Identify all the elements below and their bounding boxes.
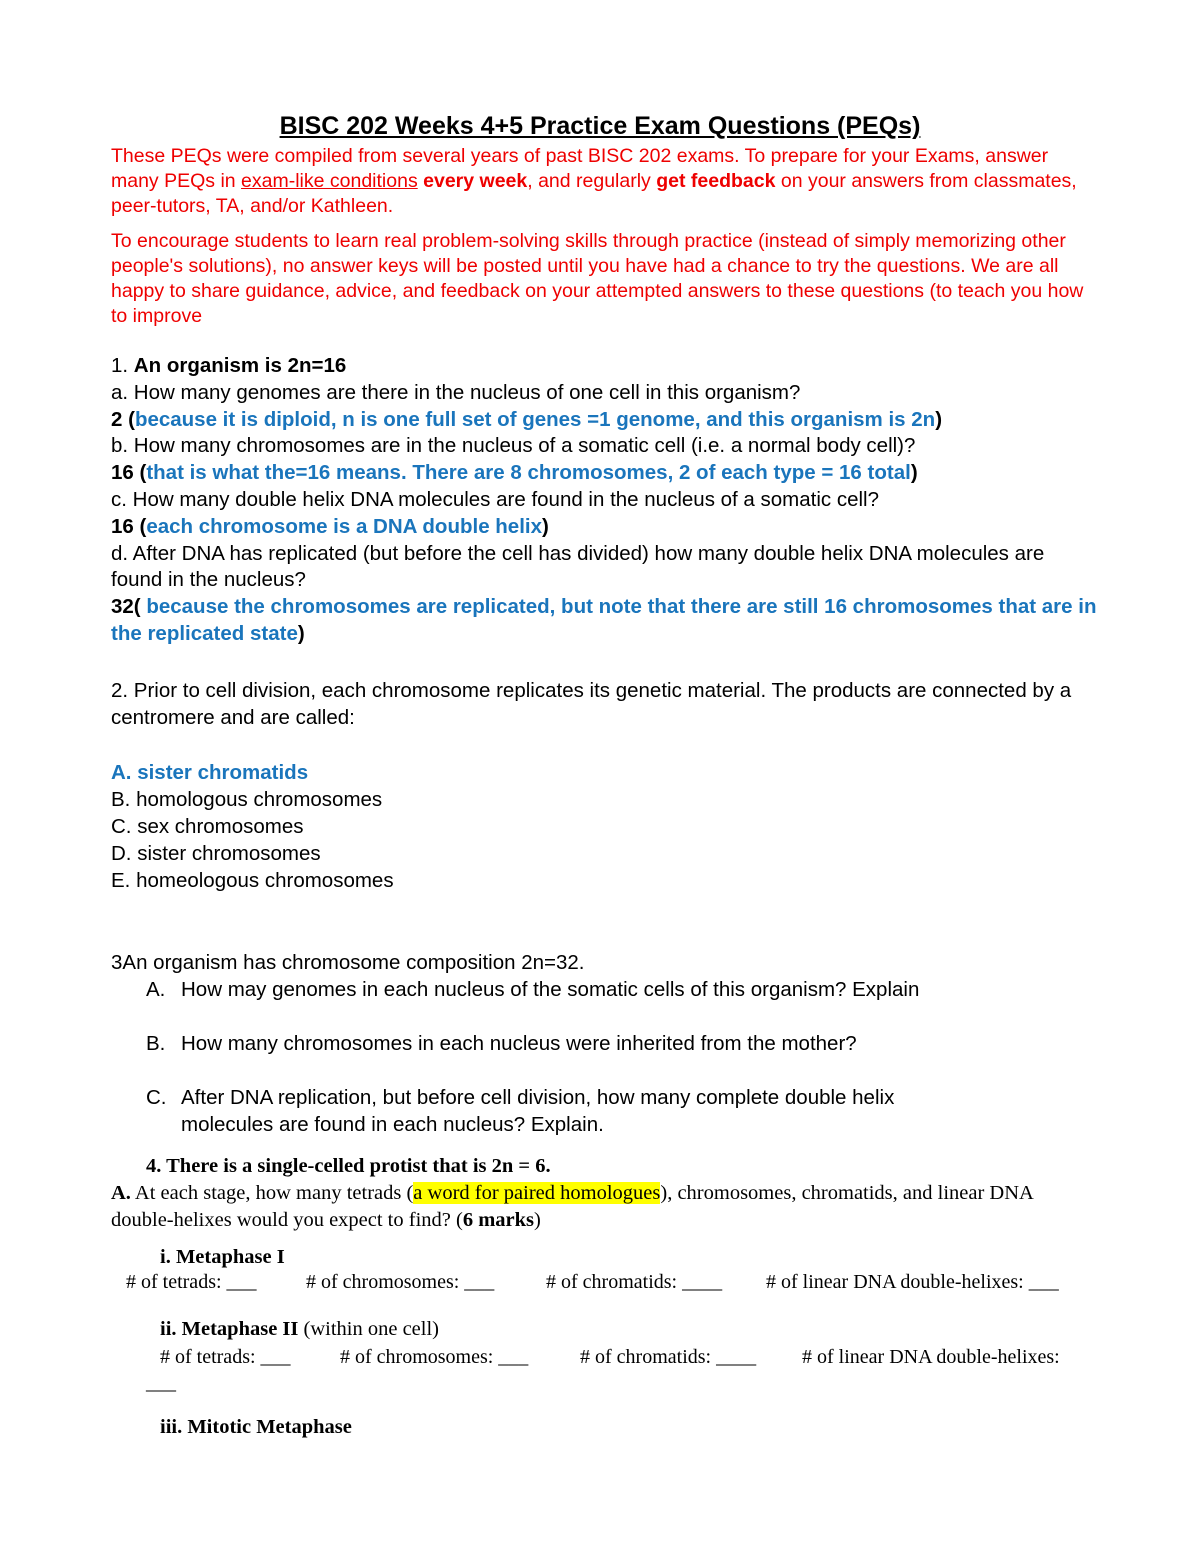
get-feedback-emphasis: get feedback: [656, 170, 776, 192]
question-1d: d. After DNA has replicated (but before the cell has divided) how many double helix DNA molecules are found in the nucleus?: [111, 541, 1045, 592]
question-3-stem: 3An organism has chromosome composition 2n=32.: [111, 951, 585, 974]
highlighted-definition: a word for paired homologues: [413, 1182, 661, 1204]
option-d: D. sister chromosomes: [111, 842, 321, 865]
question-1-stem: 1. An organism is 2n=16: [111, 354, 347, 377]
stage-1-chromatids: # of chromatids: ____: [546, 1271, 723, 1293]
stage-2-dna-helixes-blank: ___: [146, 1372, 176, 1394]
stage-2-tetrads: # of tetrads: ___: [160, 1346, 291, 1368]
stage-2-chromatids: # of chromatids: ____: [580, 1346, 757, 1368]
option-e: E. homeologous chromosomes: [111, 869, 394, 892]
answer-1a: 2 (because it is diploid, n is one full set of genes =1 genome, and this organism is 2n): [111, 407, 943, 431]
question-2-stem: 2. Prior to cell division, each chromosome replicates its genetic material. The products are connected by a centromere and are called:: [111, 679, 1072, 729]
question-2-options: [111, 759, 1101, 894]
question-1: [111, 353, 1101, 648]
exam-conditions-text: exam-like conditions: [241, 170, 418, 192]
question-1b: b. How many chromosomes are in the nucleus of a somatic cell (i.e. a normal body cell)?: [111, 434, 916, 458]
answer-1b: 16 (that is what the=16 means. There are 8 chromosomes, 2 of each type = 16 total): [111, 461, 918, 485]
question-4a: A. At each stage, how many tetrads (a word for paired homologues), chromosomes, chromatids, and linear DNA double-helixes would you expect to find? (6 marks): [111, 1182, 1033, 1231]
answer-1c: 16 (each chromosome is a DNA double helix): [111, 514, 549, 538]
every-week-emphasis: every week: [423, 170, 528, 192]
stage-2-chromosomes: # of chromosomes: ___: [340, 1346, 529, 1368]
stage-2-label: ii. Metaphase II (within one cell): [160, 1318, 439, 1340]
answer-1d: 32( because the chromosomes are replicated, but note that there are still 16 chromosomes that are in the replicated state): [111, 595, 1097, 645]
intro-text: These PEQs were compiled from several years of past BISC 202 exams. To prepare for your Exams, answer many PEQs in: [111, 145, 1049, 192]
question-3c-continued: molecules are found in each nucleus? Explain.: [181, 1113, 604, 1136]
question-1a: a. How many genomes are there in the nucleus of one cell in this organism?: [111, 380, 801, 404]
intro-paragraph-1: These PEQs were compiled from several years of past BISC 202 exams. To prepare for your Exams, answer many PEQs in exam-like conditions every week, and regularly get feedback on your answers from classmates, peer-tutors, TA, and/or Kathleen.: [111, 145, 1077, 217]
option-b: B. homologous chromosomes: [111, 788, 383, 811]
stage-1-chromosomes: # of chromosomes: ___: [306, 1271, 495, 1293]
question-1c: c. How many double helix DNA molecules are found in the nucleus of a somatic cell?: [111, 487, 880, 511]
page-title: BISC 202 Weeks 4+5 Practice Exam Questions (PEQs): [279, 112, 921, 140]
question-3a: A. How may genomes in each nucleus of the somatic cells of this organism? Explain: [146, 978, 920, 1001]
question-4-stem: 4. There is a single-celled protist that is 2n = 6.: [146, 1155, 551, 1177]
question-3b: B. How many chromosomes in each nucleus were inherited from the mother?: [146, 1032, 857, 1055]
option-a: A. sister chromatids: [111, 761, 309, 784]
stage-1-label: i. Metaphase I: [160, 1246, 285, 1268]
option-c: C. sex chromosomes: [111, 815, 304, 838]
question-3c: C. After DNA replication, but before cell division, how many complete double helix: [146, 1086, 895, 1109]
stage-2-dna-helixes: # of linear DNA double-helixes:: [802, 1346, 1060, 1368]
intro-paragraph-2: To encourage students to learn real problem-solving skills through practice (instead of simply memorizing other people's solutions), no answer keys will be posted until you have had a chance to try the questions. We are all happy to share guidance, advice, and feedback on your attempted answers to these questions (to teach you how to improve: [111, 230, 1084, 327]
stage-3-label: iii. Mitotic Metaphase: [160, 1416, 352, 1438]
stage-1-dna-helixes: # of linear DNA double-helixes: ___: [766, 1271, 1059, 1293]
stage-1-tetrads: # of tetrads: ___: [126, 1271, 257, 1293]
